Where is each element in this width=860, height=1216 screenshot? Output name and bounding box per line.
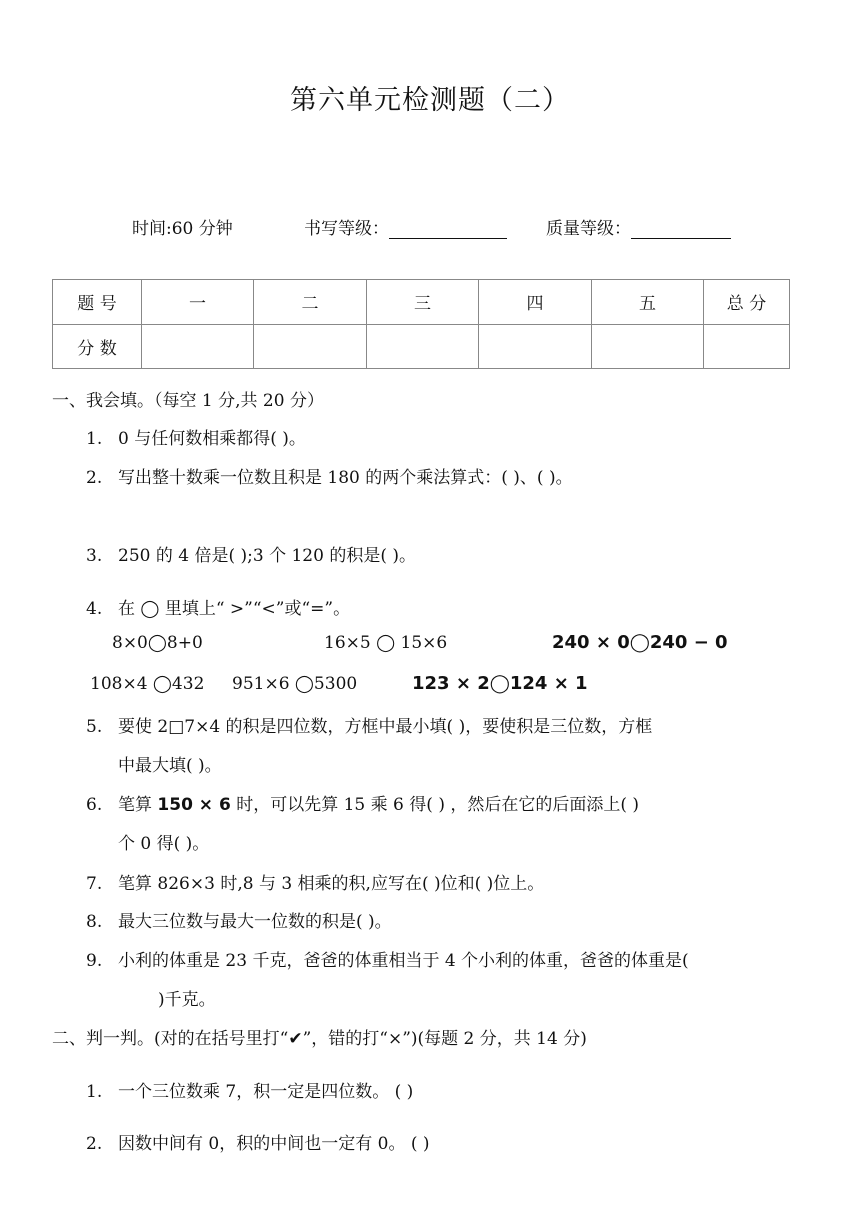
question-1-6-cont: 个 0 得( )。 — [118, 834, 210, 854]
question-number: 3. — [86, 546, 103, 566]
question-number: 9. — [86, 951, 103, 971]
score-cell[interactable] — [704, 324, 790, 369]
header-cell: 二 — [254, 280, 367, 325]
writing-grade-label: 书写等级： — [304, 219, 389, 239]
score-cell[interactable] — [592, 324, 704, 369]
compare-item: 951×6 ◯5300 — [232, 674, 358, 694]
question-1-4 — [86, 594, 350, 619]
compare-item: 8×0◯8+0 — [112, 633, 203, 653]
question-1-5-cont: 中最大填( )。 — [118, 756, 222, 776]
row-label-cell: 分 数 — [53, 324, 142, 369]
compare-item: 16×5 ◯ 15×6 — [324, 633, 448, 653]
score-table-header-row — [53, 280, 790, 325]
question-1-7 — [86, 869, 544, 894]
header-cell: 一 — [142, 280, 254, 325]
header-cell: 总 分 — [704, 280, 790, 325]
question-number: 4. — [86, 599, 103, 619]
question-2-2 — [86, 1129, 430, 1154]
question-text: 因数中间有 0，积的中间也一定有 0。 ( ) — [118, 1134, 430, 1154]
question-number: 8. — [86, 912, 103, 932]
question-number: 7. — [86, 874, 103, 894]
section-heading-fill: 一、我会填。（每空 1 分,共 20 分） — [52, 391, 324, 411]
question-number: 2. — [86, 468, 103, 488]
question-number: 6. — [86, 795, 103, 815]
question-text: 0 与任何数相乘都得( )。 — [118, 429, 306, 449]
header-cell: 题 号 — [53, 280, 142, 325]
math-expression: 150 × 6 — [157, 795, 231, 815]
quality-grade-label: 质量等级： — [546, 219, 631, 239]
score-table-score-row — [53, 324, 790, 369]
writing-grade-blank[interactable] — [389, 222, 507, 239]
question-number: 1. — [86, 1082, 103, 1102]
score-cell[interactable] — [367, 324, 479, 369]
question-text: 小利的体重是 23 千克，爸爸的体重相当于 4 个小利的体重，爸爸的体重是( — [118, 951, 689, 971]
question-2-1 — [86, 1077, 413, 1102]
score-cell[interactable] — [254, 324, 367, 369]
compare-item: 123 × 2◯124 × 1 — [412, 673, 588, 694]
question-text: 要使 2□7×4 的积是四位数，方框中最小填( )，要使积是三位数，方框 — [118, 717, 653, 737]
question-text: 笔算 — [118, 795, 158, 815]
quality-grade — [546, 214, 731, 239]
quality-grade-blank[interactable] — [631, 222, 731, 239]
question-text: 最大三位数与最大一位数的积是( )。 — [118, 912, 392, 932]
question-1-8 — [86, 907, 392, 932]
question-1-6 — [86, 790, 639, 815]
question-text: 写出整十数乘一位数且积是 180 的两个乘法算式：( )、( )。 — [118, 468, 573, 488]
page-title: 第六单元检测题（二） — [290, 85, 570, 116]
question-text: 笔算 826×3 时,8 与 3 相乘的积,应写在( )位和( )位上。 — [118, 874, 545, 894]
writing-grade — [304, 214, 507, 239]
question-number: 1. — [86, 429, 103, 449]
header-cell: 四 — [479, 280, 592, 325]
question-1-9-cont: )千克。 — [158, 990, 216, 1010]
question-text: 250 的 4 倍是( );3 个 120 的积是( )。 — [118, 546, 417, 566]
question-1-3 — [86, 541, 416, 566]
score-table — [52, 279, 790, 369]
header-cell: 五 — [592, 280, 704, 325]
compare-item: 240 × 0◯240 − 0 — [552, 632, 728, 653]
question-number: 2. — [86, 1134, 103, 1154]
score-cell[interactable] — [142, 324, 254, 369]
question-text: 一个三位数乘 7，积一定是四位数。 ( ) — [118, 1082, 414, 1102]
question-text: 时，可以先算 15 乘 6 得( ) ，然后在它的后面添上( ) — [230, 795, 640, 815]
time-limit: 时间:60 分钟 — [132, 219, 233, 239]
question-1-2 — [86, 463, 573, 488]
question-text: 在 ◯ 里填上“ >”“<”或“=”。 — [118, 599, 351, 619]
question-1-1 — [86, 424, 306, 449]
score-cell[interactable] — [479, 324, 592, 369]
header-cell: 三 — [367, 280, 479, 325]
compare-item: 108×4 ◯432 — [90, 674, 205, 694]
question-1-5 — [86, 712, 652, 737]
question-1-9 — [86, 946, 689, 971]
question-number: 5. — [86, 717, 103, 737]
section-heading-judge: 二、判一判。(对的在括号里打“✔”，错的打“×”)(每题 2 分，共 14 分) — [52, 1029, 587, 1049]
